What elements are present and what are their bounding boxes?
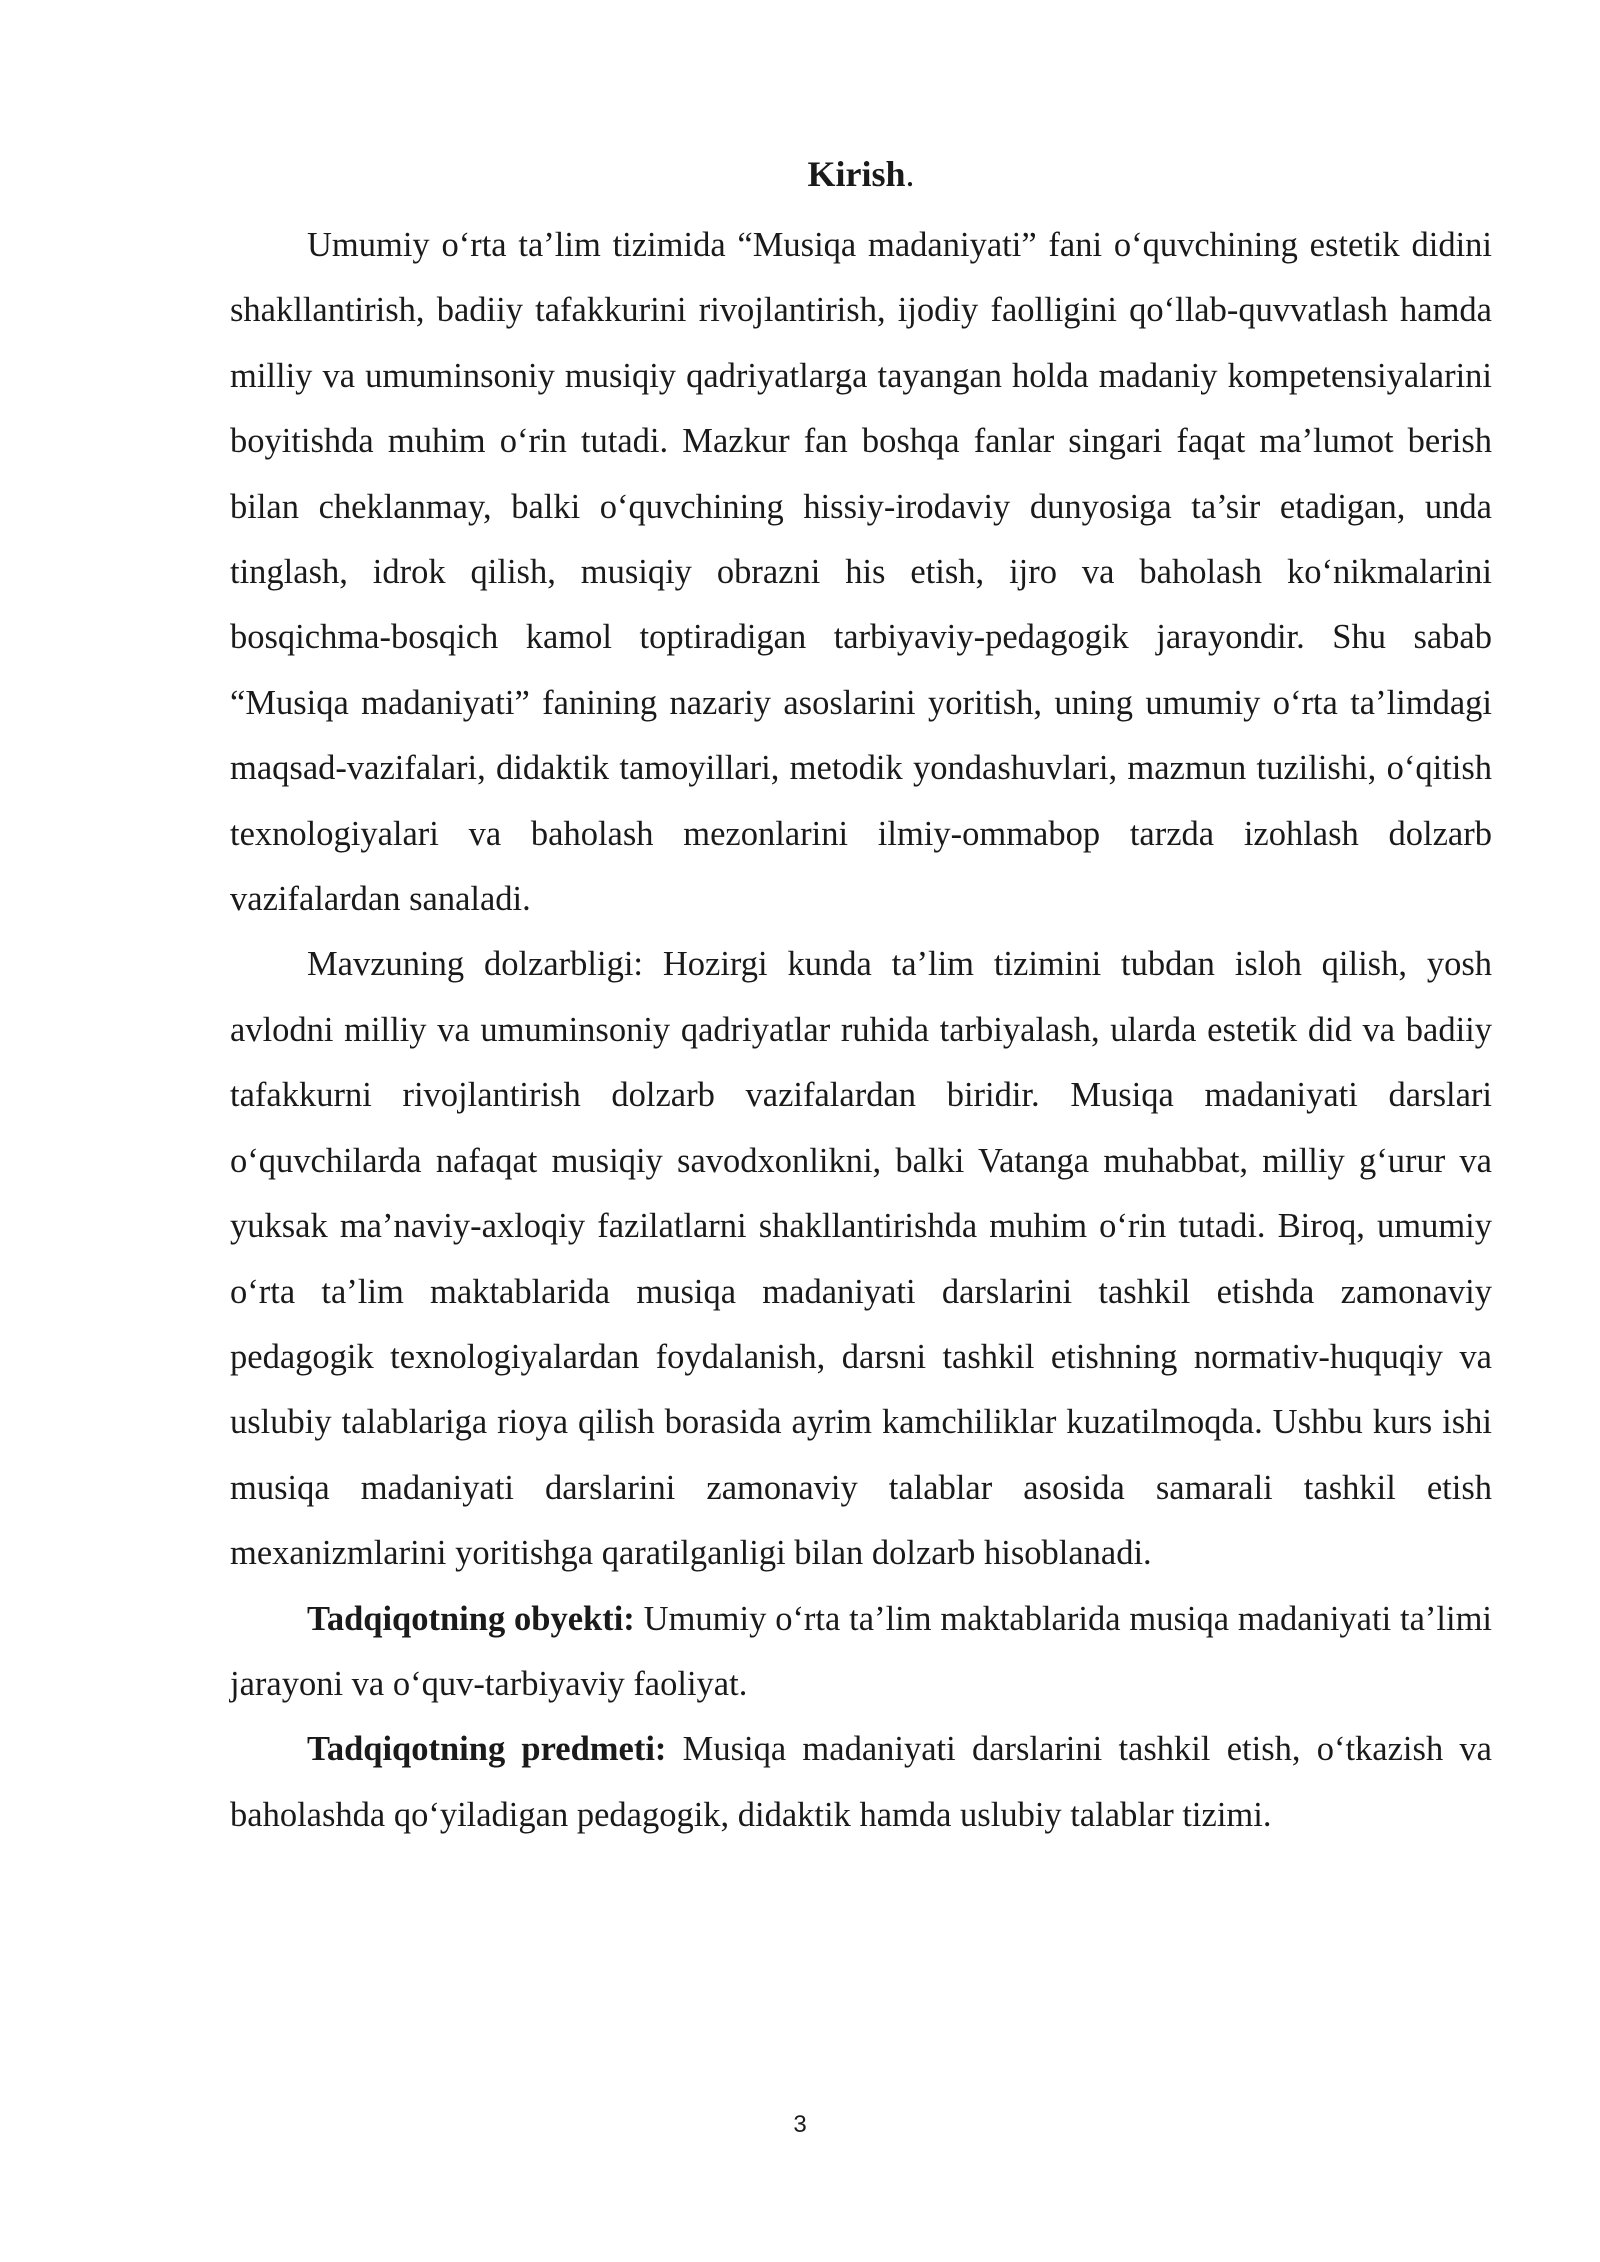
page-number: 3 <box>793 2111 807 2138</box>
paragraph-introduction-text: Umumiy o‘rta ta’lim tizimida “Musiqa madaniyati” fani o‘quvchining estetik didini shakllantirish, badiiy tafakkurini rivojlantirish, ijodiy faolligini qo‘llab-quvvatlash hamda milliy va umuminsoniy musiqiy qadriyatlarga tayangan holda madaniy kompetensiyalarini boyitishda muhim o‘rin tutadi. Mazkur fan boshqa fanlar singari faqat ma’lumot berish bilan cheklanmay, balki o‘quvchining hissiy-irodaviy dunyosiga ta’sir etadigan, unda tinglash, idrok qilish, musiqiy obrazni his etish, ijro va baholash ko‘nikmalarini bosqichma-bosqich kamol toptiradigan tarbiyaviy-pedagogik jarayondir. Shu sabab “Musiqa madaniyati” fanining nazariy asoslarini yoritish, uning umumiy o‘rta ta’limdagi maqsad-vazifalari, didaktik tamoyillari, metodik yondashuvlari, mazmun tuzilishi, o‘qitish texnologiyalari va baholash mezonlarini ilmiy-ommabop tarzda izohlash dolzarb vazifalardan sanaladi. <box>230 226 1492 919</box>
paragraph-relevance-text: Mavzuning dolzarbligi: Hozirgi kunda ta’lim tizimini tubdan isloh qilish, yosh avlodni milliy va umuminsoniy qadriyatlar ruhida tarbiyalash, ularda estetik did va badiiy tafakkurni rivojlantirish dolzarb vazifalardan biridir. Musiqa madaniyati darslari o‘quvchilarda nafaqat musiqiy savodxonlikni, balki Vatanga muhabbat, milliy g‘urur va yuksak ma’naviy-axloqiy fazilatlarni shakllantirishda muhim o‘rin tutadi. Biroq, umumiy o‘rta ta’lim maktablarida musiqa madaniyati darslarini tashkil etishda zamonaviy pedagogik texnologiyalardan foydalanish, darsni tashkil etishning normativ-huquqiy va uslubiy talablariga rioya qilish borasida ayrim kamchiliklar kuzatilmoqda. Ushbu kurs ishi musiqa madaniyati darslarini zamonaviy talablar asosida samarali tashkil etish mexanizmlarini yoritishga qaratilganligi bilan dolzarb hisoblanadi. <box>230 945 1492 1573</box>
paragraph-introduction <box>230 213 1492 932</box>
section-heading <box>230 148 1492 200</box>
research-subject-label: Tadqiqotning predmeti: <box>307 1730 667 1769</box>
paragraph-research-subject <box>230 1717 1492 1848</box>
research-subject-text: Musiqa madaniyati darslarini tashkil etish, o‘tkazish va baholashda qo‘yiladigan pedagogik, didaktik hamda uslubiy talablar tizimi. <box>230 1730 1492 1834</box>
heading-title: Kirish <box>807 154 906 194</box>
paragraph-research-object <box>230 1587 1492 1718</box>
research-object-text: Umumiy o‘rta ta’lim maktablarida musiqa madaniyati ta’limi jarayoni va o‘quv-tarbiyaviy faoliyat. <box>230 1599 1492 1703</box>
research-object-label: Tadqiqotning obyekti: <box>307 1599 635 1638</box>
paragraph-relevance <box>230 932 1492 1586</box>
document-page <box>230 148 1492 1848</box>
heading-punctuation: . <box>905 154 915 194</box>
